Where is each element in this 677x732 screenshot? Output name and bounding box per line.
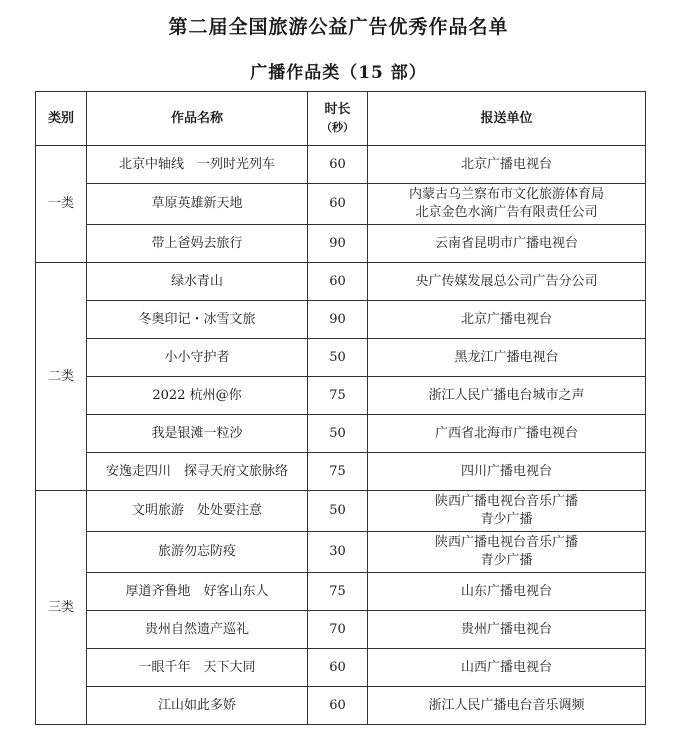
duration-cell: 75 [308, 377, 368, 415]
submitting-unit-cell [368, 649, 646, 687]
submitting-unit-cell [368, 263, 646, 301]
document-subtitle: 广播作品类（15 部） [250, 63, 427, 83]
table-row [36, 263, 646, 301]
submitting-unit-cell [368, 301, 646, 339]
document-title: 第二届全国旅游公益广告优秀作品名单 [168, 16, 509, 38]
work-name-cell: 文明旅游 处处要注意 [87, 491, 308, 532]
duration-cell: 50 [308, 415, 368, 453]
duration-cell: 70 [308, 611, 368, 649]
work-name-cell: 我是银滩一粒沙 [87, 415, 308, 453]
table-row [36, 573, 646, 611]
category-cell: 二类 [36, 263, 87, 491]
duration-cell: 60 [308, 184, 368, 225]
header-duration-label: 时长 [324, 101, 351, 117]
submitting-unit-cell [368, 184, 646, 225]
table-row [36, 301, 646, 339]
header-duration [308, 92, 368, 146]
submitting-unit-cell [368, 146, 646, 184]
header-unit: 报送单位 [368, 92, 646, 146]
work-name-cell: 北京中轴线 一列时光列车 [87, 146, 308, 184]
work-name-cell: 带上爸妈去旅行 [87, 225, 308, 263]
submitting-unit-line: 四川广播电视台 [460, 463, 552, 479]
submitting-unit-line: 贵州广播电视台 [460, 621, 552, 637]
submitting-unit-cell [368, 415, 646, 453]
work-name-cell: 冬奥印记・冰雪文旅 [87, 301, 308, 339]
submitting-unit-cell [368, 573, 646, 611]
work-name-cell: 安逸走四川 探寻天府文旅脉络 [87, 453, 308, 491]
submitting-unit-line: 青少广播 [480, 553, 533, 568]
work-name-cell: 2022 杭州@你 [87, 377, 308, 415]
work-name-cell: 厚道齐鲁地 好客山东人 [87, 573, 308, 611]
table-row [36, 377, 646, 415]
submitting-unit-cell [368, 611, 646, 649]
duration-cell: 50 [308, 491, 368, 532]
table-row [36, 415, 646, 453]
table-row [36, 146, 646, 184]
work-name-cell: 贵州自然遗产巡礼 [87, 611, 308, 649]
submitting-unit-line: 陕西广播电视台音乐广播 [434, 535, 578, 550]
submitting-unit-line: 北京广播电视台 [460, 156, 552, 172]
submitting-unit-line: 青少广播 [480, 512, 533, 527]
table-row [36, 184, 646, 225]
table-row [36, 611, 646, 649]
header-category: 类别 [36, 92, 87, 146]
submitting-unit-cell [368, 339, 646, 377]
work-name-cell: 旅游勿忘防疫 [87, 532, 308, 573]
work-name-cell: 江山如此多娇 [87, 687, 308, 725]
submitting-unit-line: 山西广播电视台 [460, 659, 552, 675]
table-row [36, 649, 646, 687]
table-row [36, 225, 646, 263]
work-name-cell: 绿水青山 [87, 263, 308, 301]
submitting-unit-line: 陕西广播电视台音乐广播 [434, 494, 578, 509]
submitting-unit-line: 浙江人民广播电台城市之声 [428, 387, 585, 403]
duration-cell: 90 [308, 301, 368, 339]
table-row [36, 687, 646, 725]
submitting-unit-line: 内蒙古乌兰察布市文化旅游体育局 [408, 187, 604, 202]
submitting-unit-line: 黑龙江广播电视台 [454, 349, 559, 365]
submitting-unit-line: 浙江人民广播电台音乐调频 [428, 697, 585, 713]
table-header-row [36, 92, 646, 146]
table-row [36, 532, 646, 573]
submitting-unit-cell [368, 491, 646, 532]
submitting-unit-cell [368, 453, 646, 491]
duration-cell: 75 [308, 573, 368, 611]
category-cell: 一类 [36, 146, 87, 263]
submitting-unit-cell [368, 532, 646, 573]
duration-cell: 60 [308, 146, 368, 184]
submitting-unit-line: 北京广播电视台 [460, 311, 552, 327]
table-body [36, 146, 646, 725]
work-name-cell: 小小守护者 [87, 339, 308, 377]
submitting-unit-cell [368, 687, 646, 725]
header-duration-unit: （秒） [321, 120, 354, 134]
category-cell: 三类 [36, 491, 87, 725]
submitting-unit-line: 广西省北海市广播电视台 [434, 425, 578, 441]
submitting-unit-line: 央广传媒发展总公司广告分公司 [415, 273, 598, 289]
work-name-cell: 一眼千年 天下大同 [87, 649, 308, 687]
duration-cell: 30 [308, 532, 368, 573]
submitting-unit-line: 云南省昆明市广播电视台 [434, 235, 578, 251]
award-table [35, 91, 646, 725]
work-name-cell: 草原英雄新天地 [87, 184, 308, 225]
duration-cell: 60 [308, 649, 368, 687]
duration-cell: 75 [308, 453, 368, 491]
submitting-unit-cell [368, 377, 646, 415]
submitting-unit-line: 北京金色水滴广告有限责任公司 [415, 205, 598, 220]
table-row [36, 491, 646, 532]
duration-cell: 50 [308, 339, 368, 377]
table-row [36, 453, 646, 491]
submitting-unit-cell [368, 225, 646, 263]
header-name: 作品名称 [87, 92, 308, 146]
duration-cell: 90 [308, 225, 368, 263]
duration-cell: 60 [308, 687, 368, 725]
table-row [36, 339, 646, 377]
duration-cell: 60 [308, 263, 368, 301]
submitting-unit-line: 山东广播电视台 [460, 583, 552, 599]
